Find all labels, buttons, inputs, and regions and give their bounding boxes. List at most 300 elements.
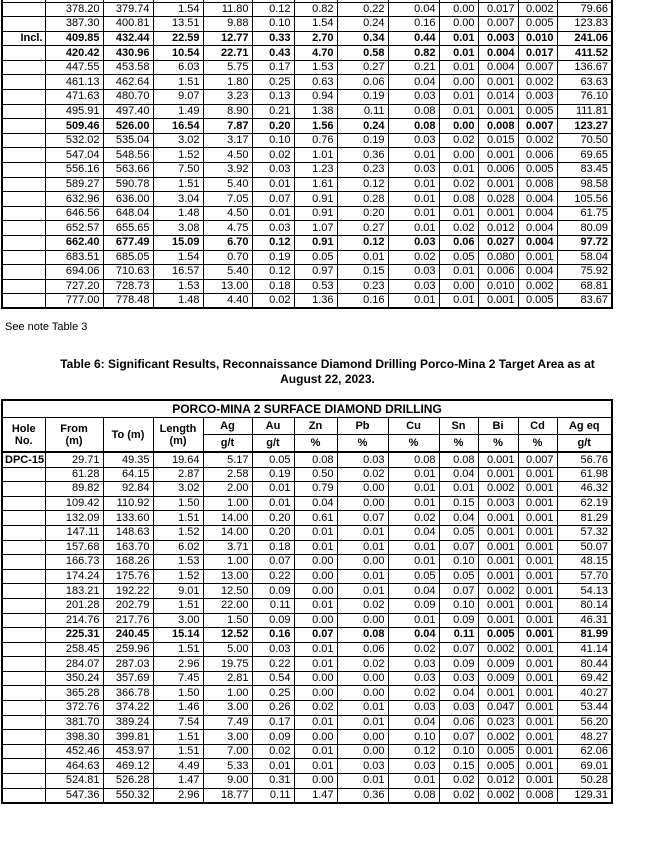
value-cell: 0.01 (388, 192, 439, 207)
value-cell: 1.51 (153, 177, 203, 192)
value-cell: 0.21 (252, 104, 294, 119)
value-cell: 365.28 (45, 686, 103, 701)
porco-mina-2-table (1, 399, 613, 803)
table-row (2, 46, 612, 61)
value-cell: 547.36 (45, 788, 103, 803)
value-cell: 1.49 (153, 104, 203, 119)
value-cell: 8.90 (203, 104, 252, 119)
value-cell: 1.47 (294, 788, 337, 803)
value-cell: 378.20 (45, 2, 103, 17)
value-cell: 0.01 (388, 613, 439, 628)
value-cell: 0.04 (388, 75, 439, 90)
value-cell: 0.05 (388, 569, 439, 584)
value-cell: 0.27 (337, 60, 388, 75)
value-cell: 0.08 (388, 452, 439, 467)
value-cell: 0.001 (518, 613, 557, 628)
value-cell: 0.01 (388, 177, 439, 192)
value-cell: 0.003 (518, 90, 557, 105)
col-unit-ageq: g/t (557, 435, 612, 453)
value-cell: 0.007 (518, 60, 557, 75)
value-cell: 0.001 (518, 628, 557, 643)
value-cell: 63.63 (557, 75, 612, 90)
table-row (2, 17, 612, 32)
value-cell: 0.001 (478, 598, 518, 613)
value-cell: 0.63 (294, 75, 337, 90)
value-cell: 0.008 (518, 788, 557, 803)
value-cell: 3.71 (203, 540, 252, 555)
value-cell: 0.01 (439, 60, 478, 75)
table6-caption-line2: August 22, 2023. (280, 371, 375, 386)
value-cell: 0.004 (518, 221, 557, 236)
value-cell: 0.08 (439, 452, 478, 467)
hole-label-cell (2, 584, 45, 599)
hole-label-cell (2, 628, 45, 643)
value-cell: 0.00 (294, 555, 337, 570)
value-cell: 0.01 (439, 294, 478, 309)
value-cell: 1.53 (294, 60, 337, 75)
col-unit-au: g/t (252, 435, 294, 453)
value-cell: 357.69 (103, 671, 153, 686)
value-cell: 3.17 (203, 133, 252, 148)
value-cell: 0.12 (252, 2, 294, 17)
hole-label-cell (2, 671, 45, 686)
value-cell: 0.07 (439, 642, 478, 657)
value-cell: 0.001 (518, 671, 557, 686)
table-row (2, 788, 612, 803)
table-row (2, 511, 612, 526)
value-cell: 6.70 (203, 236, 252, 251)
value-cell: 9.07 (153, 90, 203, 105)
value-cell: 98.58 (557, 177, 612, 192)
col-unit-bi: % (478, 435, 518, 453)
value-cell: 9.00 (203, 774, 252, 789)
value-cell: 0.91 (294, 192, 337, 207)
hole-label-cell (2, 496, 45, 511)
table-row (2, 759, 612, 774)
value-cell: 0.00 (337, 671, 388, 686)
value-cell: 0.07 (439, 540, 478, 555)
value-cell: 0.03 (388, 236, 439, 251)
hole-label-cell (2, 774, 45, 789)
value-cell: 0.19 (337, 90, 388, 105)
value-cell: 0.007 (518, 119, 557, 134)
value-cell: 0.12 (252, 265, 294, 280)
value-cell: 40.27 (557, 686, 612, 701)
hole-label-cell (2, 540, 45, 555)
hole-label-cell (2, 482, 45, 497)
value-cell: 19.75 (203, 657, 252, 672)
value-cell: 0.02 (337, 598, 388, 613)
table-row (2, 525, 612, 540)
value-cell: 0.04 (388, 525, 439, 540)
table-row (2, 192, 612, 207)
value-cell: 0.25 (252, 75, 294, 90)
value-cell: 183.21 (45, 584, 103, 599)
value-cell: 1.53 (153, 279, 203, 294)
value-cell: 0.014 (478, 90, 518, 105)
table-row (2, 496, 612, 511)
value-cell: 147.11 (45, 525, 103, 540)
value-cell: 398.30 (45, 730, 103, 745)
value-cell: 432.44 (103, 31, 153, 46)
value-cell: 53.44 (557, 701, 612, 716)
value-cell: 14.00 (203, 511, 252, 526)
value-cell: 5.75 (203, 60, 252, 75)
value-cell: 563.66 (103, 163, 153, 178)
value-cell: 0.00 (294, 584, 337, 599)
value-cell: 0.009 (478, 671, 518, 686)
value-cell: 1.38 (294, 104, 337, 119)
value-cell: 1.53 (153, 555, 203, 570)
value-cell: 58.04 (557, 250, 612, 265)
value-cell: 0.07 (439, 730, 478, 745)
col-unit-cu: % (388, 435, 439, 453)
value-cell: 0.05 (439, 250, 478, 265)
value-cell: 0.02 (388, 250, 439, 265)
value-cell: 387.30 (45, 17, 103, 32)
value-cell: 0.006 (518, 148, 557, 163)
value-cell: 0.04 (439, 511, 478, 526)
value-cell: 0.01 (439, 31, 478, 46)
value-cell: 217.76 (103, 613, 153, 628)
value-cell: 409.85 (45, 31, 103, 46)
col-unit-cd: % (518, 435, 557, 453)
value-cell: 0.005 (518, 104, 557, 119)
value-cell: 0.02 (252, 294, 294, 309)
value-cell: 0.01 (294, 657, 337, 672)
hole-label-cell (2, 119, 45, 134)
value-cell: 0.00 (439, 75, 478, 90)
col-header-pb: Pb (337, 417, 388, 435)
value-cell: 0.09 (252, 730, 294, 745)
value-cell: 9.01 (153, 584, 203, 599)
hole-label-cell (2, 279, 45, 294)
value-cell: 0.03 (337, 759, 388, 774)
value-cell: 0.09 (439, 657, 478, 672)
value-cell: 0.001 (478, 613, 518, 628)
col-header-cu: Cu (388, 417, 439, 435)
value-cell: 0.23 (337, 279, 388, 294)
hole-label-cell (2, 598, 45, 613)
value-cell: 1.52 (153, 525, 203, 540)
value-cell: 0.04 (388, 2, 439, 17)
table-row (2, 294, 612, 309)
value-cell: 0.03 (388, 163, 439, 178)
value-cell: 532.02 (45, 133, 103, 148)
hole-label-cell (2, 104, 45, 119)
value-cell: 0.001 (518, 701, 557, 716)
value-cell: 1.48 (153, 206, 203, 221)
value-cell: 0.06 (337, 642, 388, 657)
value-cell: 123.83 (557, 17, 612, 32)
value-cell: 0.01 (337, 540, 388, 555)
table-row (2, 569, 612, 584)
value-cell: 0.01 (388, 467, 439, 482)
table-row (2, 236, 612, 251)
value-cell: 0.01 (252, 177, 294, 192)
value-cell: 0.03 (439, 671, 478, 686)
value-cell: 497.40 (103, 104, 153, 119)
col-header-zn: Zn (294, 417, 337, 435)
value-cell: 0.12 (388, 744, 439, 759)
value-cell: 526.28 (103, 774, 153, 789)
hole-label-cell: DPC-15 (2, 452, 45, 467)
value-cell: 0.19 (252, 467, 294, 482)
value-cell: 0.00 (439, 2, 478, 17)
value-cell: 0.01 (388, 221, 439, 236)
col-header-au: Au (252, 417, 294, 435)
value-cell: 0.003 (478, 31, 518, 46)
value-cell: 81.99 (557, 628, 612, 643)
value-cell: 556.16 (45, 163, 103, 178)
value-cell: 0.02 (388, 642, 439, 657)
value-cell: 0.05 (439, 525, 478, 540)
value-cell: 0.01 (388, 482, 439, 497)
value-cell: 22.00 (203, 598, 252, 613)
value-cell: 0.09 (439, 613, 478, 628)
value-cell: 0.34 (337, 31, 388, 46)
value-cell: 202.79 (103, 598, 153, 613)
value-cell: 4.70 (294, 46, 337, 61)
table-row (2, 75, 612, 90)
value-cell: 4.50 (203, 206, 252, 221)
value-cell: 29.71 (45, 452, 103, 467)
value-cell: 0.07 (337, 511, 388, 526)
value-cell: 0.91 (294, 236, 337, 251)
table-row (2, 452, 612, 467)
value-cell: 0.00 (337, 555, 388, 570)
value-cell: 0.001 (518, 730, 557, 745)
value-cell: 0.005 (478, 744, 518, 759)
hole-label-cell: Incl. (2, 31, 45, 46)
value-cell: 0.76 (294, 133, 337, 148)
value-cell: 0.18 (252, 540, 294, 555)
value-cell: 50.28 (557, 774, 612, 789)
value-cell: 0.08 (388, 104, 439, 119)
value-cell: 464.63 (45, 759, 103, 774)
value-cell: 56.20 (557, 715, 612, 730)
value-cell: 1.50 (153, 496, 203, 511)
value-cell: 0.01 (388, 148, 439, 163)
value-cell: 0.79 (294, 482, 337, 497)
value-cell: 0.004 (478, 60, 518, 75)
value-cell: 7.49 (203, 715, 252, 730)
value-cell: 0.04 (388, 628, 439, 643)
value-cell: 535.04 (103, 133, 153, 148)
value-cell: 3.00 (153, 613, 203, 628)
value-cell: 411.52 (557, 46, 612, 61)
value-cell: 0.01 (294, 642, 337, 657)
value-cell: 366.78 (103, 686, 153, 701)
value-cell: 0.01 (439, 104, 478, 119)
table-row (2, 540, 612, 555)
hole-label-cell (2, 525, 45, 540)
value-cell: 0.17 (252, 60, 294, 75)
hole-label-cell (2, 788, 45, 803)
value-cell: 524.81 (45, 774, 103, 789)
hole-label-cell (2, 133, 45, 148)
value-cell: 6.02 (153, 540, 203, 555)
value-cell: 2.81 (203, 671, 252, 686)
hole-label-cell (2, 60, 45, 75)
value-cell: 4.49 (153, 759, 203, 774)
value-cell: 0.001 (478, 148, 518, 163)
value-cell: 648.04 (103, 206, 153, 221)
value-cell: 0.01 (294, 525, 337, 540)
value-cell: 461.13 (45, 75, 103, 90)
value-cell: 0.04 (439, 686, 478, 701)
table-row (2, 250, 612, 265)
value-cell: 0.002 (518, 279, 557, 294)
value-cell: 0.03 (252, 163, 294, 178)
value-cell: 240.45 (103, 628, 153, 643)
value-cell: 0.02 (439, 177, 478, 192)
col-header-ag: Ag (203, 417, 252, 435)
value-cell: 0.00 (439, 148, 478, 163)
value-cell: 1.54 (153, 250, 203, 265)
value-cell: 0.06 (439, 236, 478, 251)
value-cell: 0.012 (478, 774, 518, 789)
value-cell: 1.52 (153, 569, 203, 584)
hole-label-cell (2, 467, 45, 482)
value-cell: 259.96 (103, 642, 153, 657)
value-cell: 0.09 (252, 613, 294, 628)
table-row (2, 119, 612, 134)
value-cell: 0.002 (478, 730, 518, 745)
value-cell: 109.42 (45, 496, 103, 511)
value-cell: 69.65 (557, 148, 612, 163)
value-cell: 12.50 (203, 584, 252, 599)
value-cell: 0.01 (439, 90, 478, 105)
value-cell: 0.001 (518, 657, 557, 672)
table-row (2, 279, 612, 294)
value-cell: 5.17 (203, 452, 252, 467)
value-cell: 0.00 (294, 613, 337, 628)
value-cell: 469.12 (103, 759, 153, 774)
value-cell: 7.50 (153, 163, 203, 178)
col-header-from: From (m) (45, 417, 103, 452)
value-cell: 0.07 (294, 628, 337, 643)
value-cell: 0.001 (478, 686, 518, 701)
table-row (2, 715, 612, 730)
value-cell: 589.27 (45, 177, 103, 192)
value-cell: 80.14 (557, 598, 612, 613)
value-cell: 0.03 (388, 90, 439, 105)
value-cell: 0.001 (478, 511, 518, 526)
value-cell: 0.001 (478, 569, 518, 584)
value-cell: 0.94 (294, 90, 337, 105)
value-cell: 0.001 (478, 525, 518, 540)
table-row (2, 265, 612, 280)
value-cell: 0.006 (478, 265, 518, 280)
value-cell: 1.36 (294, 294, 337, 309)
value-cell: 175.76 (103, 569, 153, 584)
value-cell: 0.00 (337, 482, 388, 497)
value-cell: 0.005 (478, 628, 518, 643)
value-cell: 372.76 (45, 701, 103, 716)
col-unit-pb: % (337, 435, 388, 453)
value-cell: 2.70 (294, 31, 337, 46)
value-cell: 0.001 (518, 744, 557, 759)
value-cell: 13.00 (203, 279, 252, 294)
value-cell: 284.07 (45, 657, 103, 672)
value-cell: 15.09 (153, 236, 203, 251)
value-cell: 0.15 (439, 759, 478, 774)
hole-label-cell (2, 75, 45, 90)
value-cell: 0.006 (478, 163, 518, 178)
value-cell: 0.01 (252, 482, 294, 497)
value-cell: 0.10 (388, 730, 439, 745)
value-cell: 69.01 (557, 759, 612, 774)
hole-label-cell (2, 46, 45, 61)
value-cell: 0.08 (439, 192, 478, 207)
value-cell: 0.13 (252, 90, 294, 105)
note-text: See note Table 3 (5, 321, 88, 334)
value-cell: 0.01 (294, 540, 337, 555)
value-cell: 1.61 (294, 177, 337, 192)
value-cell: 0.02 (294, 701, 337, 716)
value-cell: 0.01 (439, 206, 478, 221)
value-cell: 79.66 (557, 2, 612, 17)
value-cell: 56.76 (557, 452, 612, 467)
value-cell: 0.01 (388, 774, 439, 789)
value-cell: 0.017 (478, 2, 518, 17)
value-cell: 46.32 (557, 482, 612, 497)
value-cell: 685.05 (103, 250, 153, 265)
value-cell: 547.04 (45, 148, 103, 163)
value-cell: 0.00 (294, 730, 337, 745)
value-cell: 3.92 (203, 163, 252, 178)
value-cell: 0.002 (518, 2, 557, 17)
value-cell: 0.36 (337, 148, 388, 163)
value-cell: 0.02 (337, 467, 388, 482)
value-cell: 0.36 (337, 788, 388, 803)
value-cell: 0.01 (294, 744, 337, 759)
value-cell: 0.17 (252, 715, 294, 730)
value-cell: 0.002 (518, 75, 557, 90)
value-cell: 0.01 (388, 555, 439, 570)
value-cell: 0.02 (388, 686, 439, 701)
value-cell: 0.10 (252, 133, 294, 148)
value-cell: 1.51 (153, 511, 203, 526)
value-cell: 12.77 (203, 31, 252, 46)
value-cell: 0.005 (518, 17, 557, 32)
value-cell: 0.001 (518, 496, 557, 511)
value-cell: 509.46 (45, 119, 103, 134)
value-cell: 0.001 (518, 569, 557, 584)
value-cell: 62.19 (557, 496, 612, 511)
value-cell: 22.59 (153, 31, 203, 46)
value-cell: 0.10 (439, 598, 478, 613)
value-cell: 3.08 (153, 221, 203, 236)
table-row (2, 177, 612, 192)
value-cell: 0.001 (478, 294, 518, 309)
value-cell: 3.00 (203, 730, 252, 745)
value-cell: 5.00 (203, 642, 252, 657)
value-cell: 69.42 (557, 671, 612, 686)
value-cell: 0.010 (478, 279, 518, 294)
value-cell: 192.22 (103, 584, 153, 599)
value-cell: 7.45 (153, 671, 203, 686)
value-cell: 157.68 (45, 540, 103, 555)
value-cell: 590.78 (103, 177, 153, 192)
value-cell: 0.02 (439, 221, 478, 236)
value-cell: 0.01 (337, 774, 388, 789)
value-cell: 0.001 (478, 104, 518, 119)
value-cell: 0.005 (518, 294, 557, 309)
value-cell: 92.84 (103, 482, 153, 497)
value-cell: 166.73 (45, 555, 103, 570)
